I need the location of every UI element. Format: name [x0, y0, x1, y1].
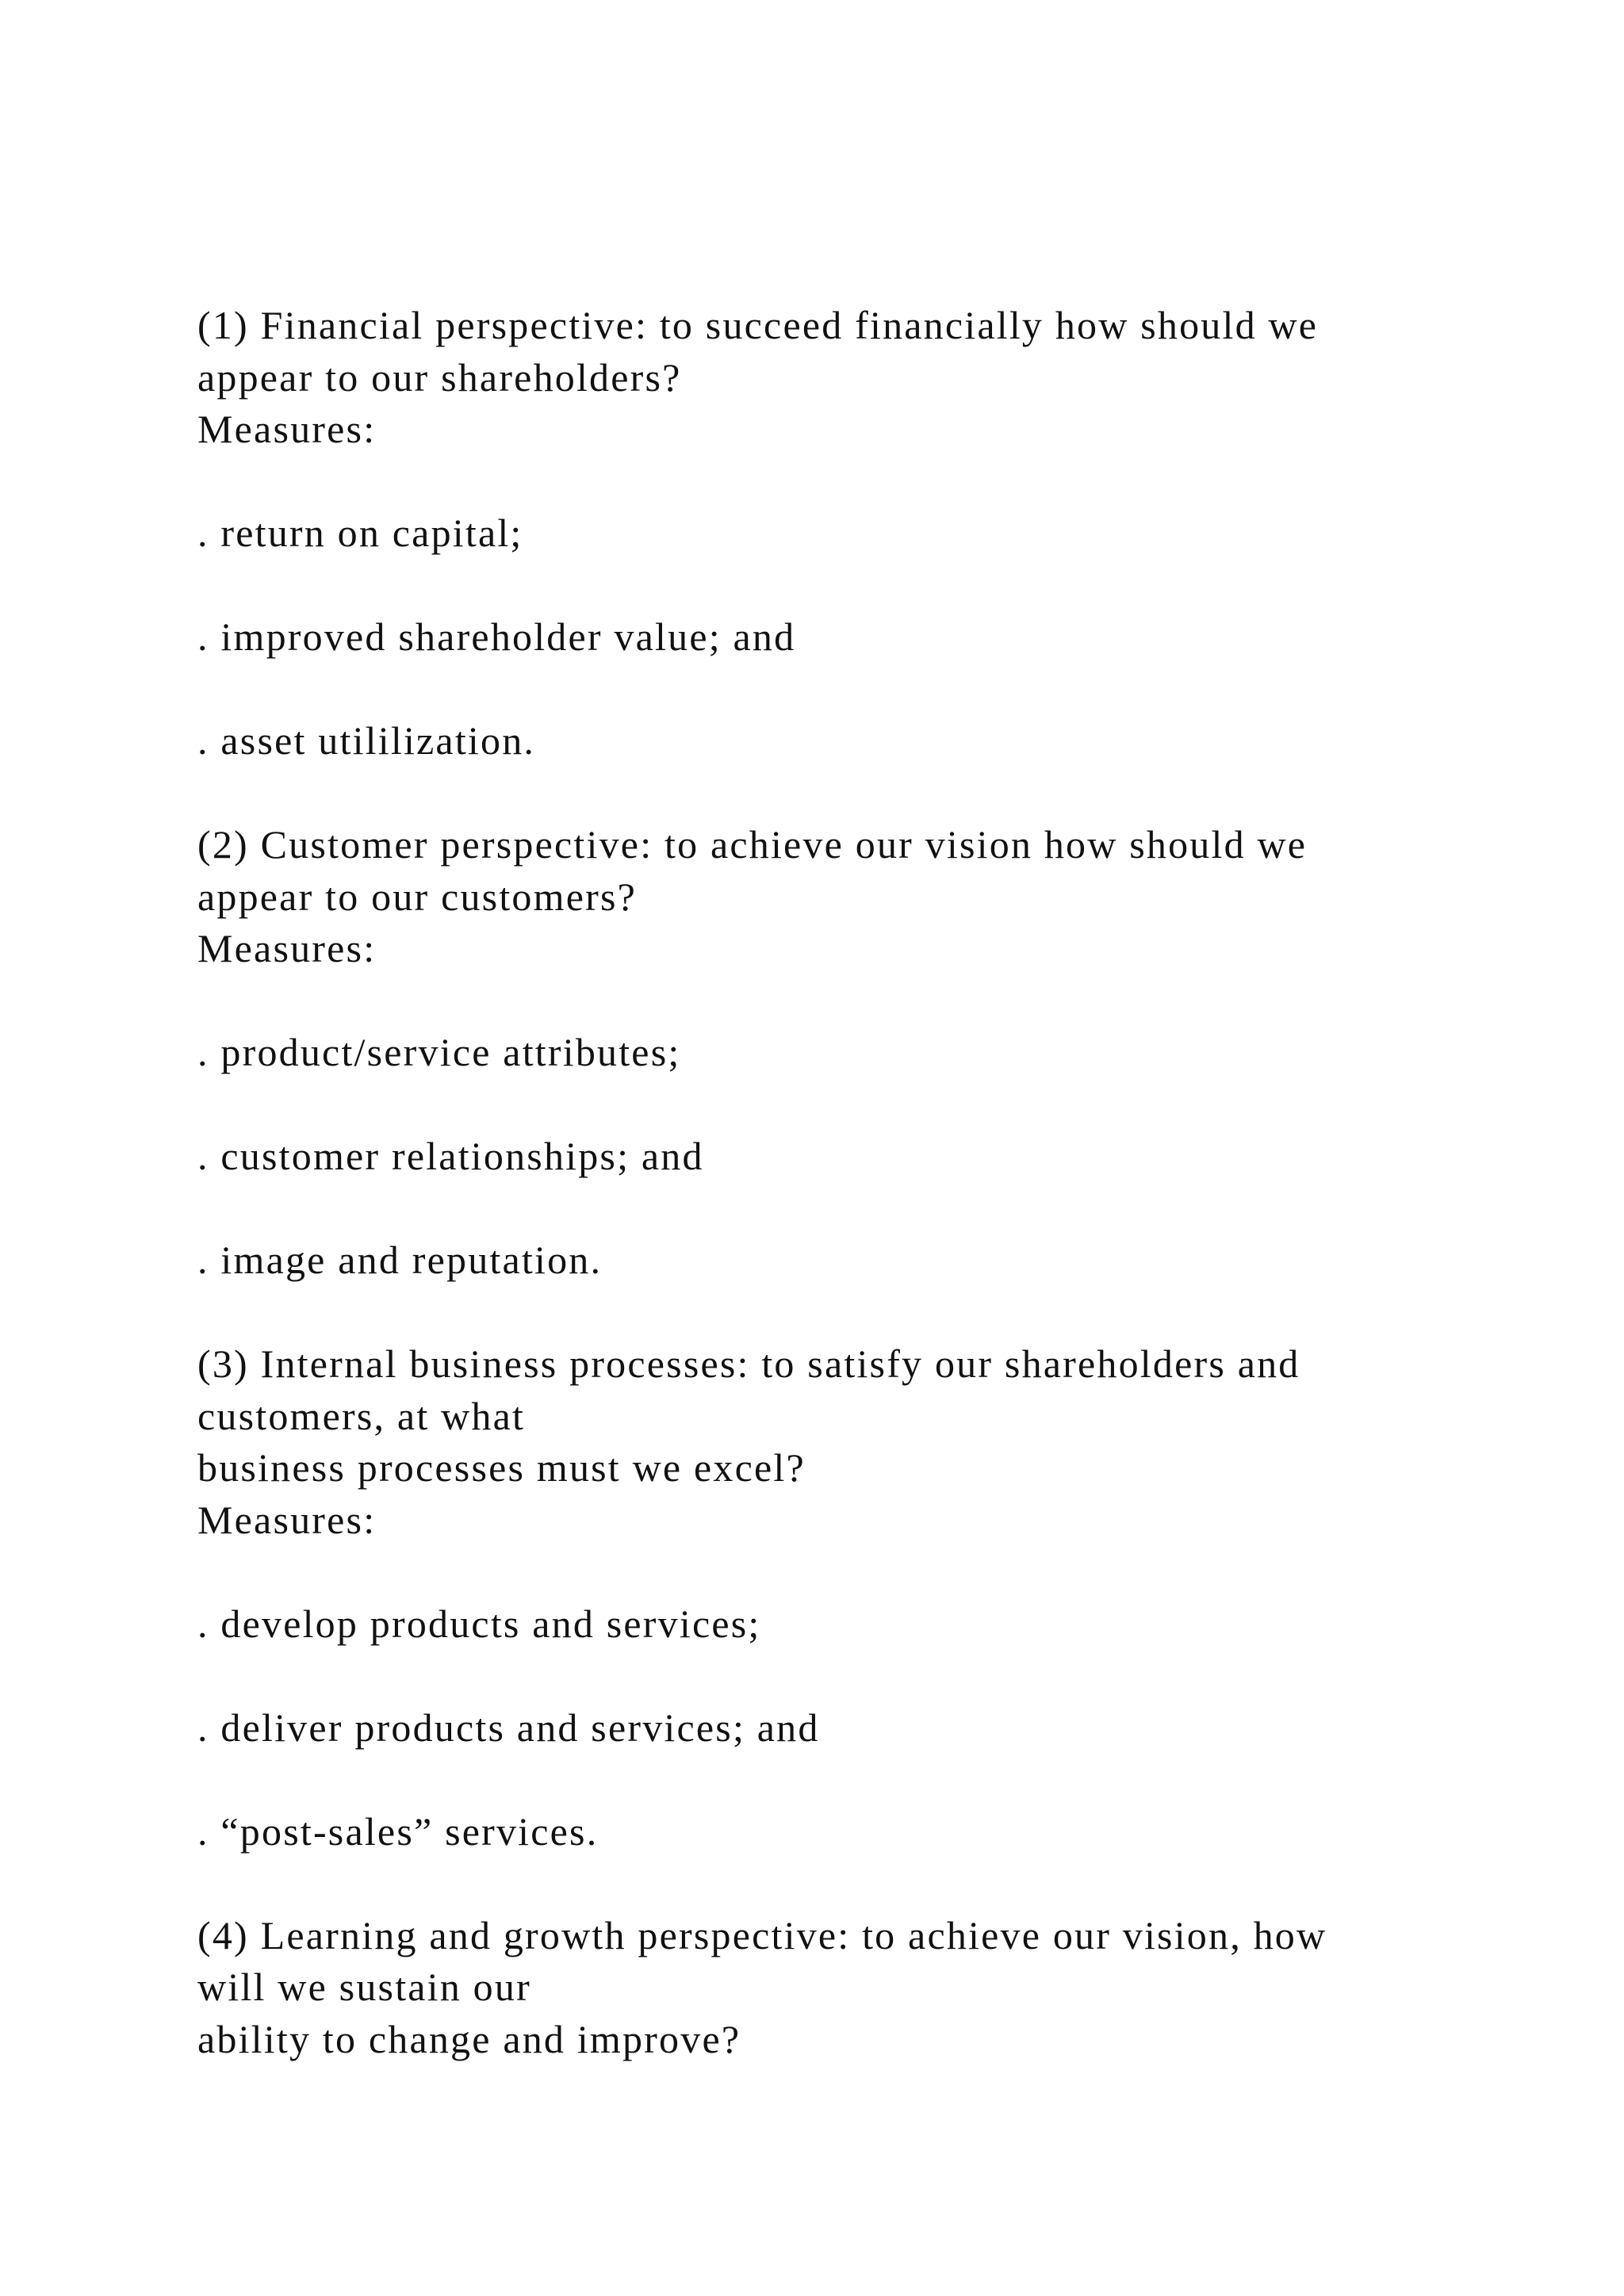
- section-heading-line: (4) Learning and growth perspective: to achieve our vision, how: [197, 1912, 1327, 1957]
- section-heading-line: (3) Internal business processes: to satisfy our shareholders and: [197, 1341, 1300, 1386]
- measure-item: . customer relationships; and: [197, 1134, 704, 1178]
- blank-line: [197, 1754, 1498, 1806]
- measure-item: . image and reputation.: [197, 1238, 603, 1282]
- blank-line: [197, 1650, 1498, 1702]
- measure-item: . deliver products and services; and: [197, 1705, 820, 1750]
- measure-item: . return on capital;: [197, 511, 523, 555]
- section-heading-line: appear to our shareholders?: [197, 354, 682, 400]
- blank-line: [197, 1079, 1498, 1131]
- blank-line: [197, 1858, 1498, 1910]
- section-learning-and-growth: [197, 1910, 1498, 2066]
- blank-line: [197, 1183, 1498, 1235]
- measures-label: Measures:: [197, 1497, 377, 1542]
- section-heading-line: business processes must we excel?: [197, 1445, 806, 1490]
- measures-label: Measures:: [197, 926, 377, 970]
- blank-line: [197, 456, 1498, 508]
- measure-item: . improved shareholder value; and: [197, 614, 796, 659]
- document-body: [197, 300, 1498, 2065]
- section-internal-business-processes: [197, 1338, 1498, 1910]
- section-heading-line: will we sustain our: [197, 1965, 531, 2009]
- blank-line: [197, 767, 1498, 820]
- blank-line: [197, 1546, 1498, 1598]
- measure-item: . develop products and services;: [197, 1601, 761, 1646]
- measure-item: . “post-sales” services.: [197, 1808, 599, 1854]
- section-heading-line: customers, at what: [197, 1393, 526, 1438]
- section-heading-line: appear to our customers?: [197, 874, 637, 919]
- measure-item: . product/service attributes;: [197, 1030, 681, 1074]
- blank-line: [197, 664, 1498, 716]
- section-heading-line: (2) Customer perspective: to achieve our vision how should we: [197, 822, 1308, 867]
- blank-line: [197, 1287, 1498, 1339]
- measure-item: . asset utililization.: [197, 718, 536, 763]
- blank-line: [197, 975, 1498, 1027]
- section-financial-perspective: [197, 300, 1498, 819]
- section-heading-line: ability to change and improve?: [197, 2016, 741, 2061]
- section-heading-line: (1) Financial perspective: to succeed financially how should we: [197, 303, 1319, 347]
- measures-label: Measures:: [197, 407, 377, 451]
- section-customer-perspective: [197, 819, 1498, 1338]
- blank-line: [197, 560, 1498, 612]
